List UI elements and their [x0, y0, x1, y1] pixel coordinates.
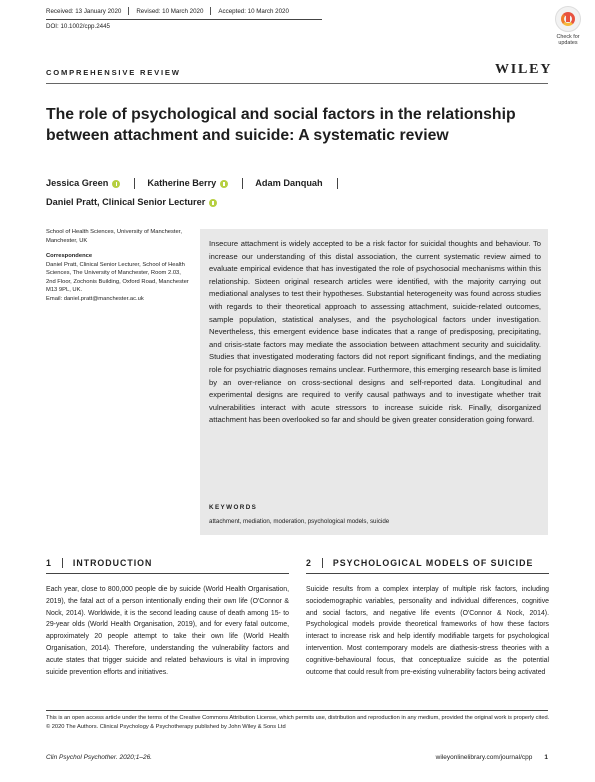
- section-rule: [46, 573, 289, 574]
- correspondence-address: Daniel Pratt, Clinical Senior Lecturer, School of Health Sciences, The University of Manchester, Room 2.03, 2nd Floor, Zochonis Building, Oxford Road, Manchester M13 9PL, UK.: [46, 261, 189, 293]
- section-heading: [306, 558, 533, 568]
- author-divider: [242, 178, 243, 189]
- institution: School of Health Sciences, University of Manchester, Manchester, UK: [46, 229, 182, 244]
- check-for-updates-badge[interactable]: [548, 6, 588, 50]
- section-divider: [322, 558, 323, 568]
- keywords-heading: KEYWORDS: [209, 504, 258, 511]
- page-footer: [46, 754, 548, 761]
- received-date: Received: 13 January 2020: [46, 7, 122, 15]
- footer-rule: [46, 710, 548, 711]
- author-name: Jessica Green: [46, 178, 109, 188]
- accepted-date: Accepted: 10 March 2020: [218, 7, 289, 15]
- crossmark-label: Check for updates: [556, 34, 580, 46]
- header-rule: [46, 19, 322, 20]
- section-divider: [62, 558, 63, 568]
- abstract-text: Insecure attachment is widely accepted to be a risk factor for suicidal thoughts and behaviour. To increase our understanding of this distal association, the current systematic review aimed to evaluate empirical evidence that has investigated the role of psychosocial mechanisms within this relationship. Sixteen original research articles were identified, with the majority carrying out mediational analyses to test their hypotheses. Substantial heterogeneity was found across studies with regards to their theoretical approach to assessing attachment, suicide-related outcomes, sample population, statistical analyses, and the psychological factors under investigation. Nevertheless, this emergent evidence base indicates that a range of predisposing, precipitating, and crisis-state factors may mediate the association between attachment security and suicidality. Studies that investigated moderating factors did not report significant findings, and the mediating role for psychiatric diagnoses remains unclear. Furthermore, this emerging research base is limited by an over-reliance on cross-sectional designs and self-reported data. Longitudinal and experimental designs are required to verify causal pathways and to investigate whether trait vulnerabilities interact with acute stressors to increase suicide risk. Finally, disorganized attachment has been overlooked so far and should be given greater consideration going forward.: [209, 239, 541, 425]
- journal-url[interactable]: wileyonlinelibrary.com/journal/cpp: [435, 754, 533, 761]
- date-divider: [210, 7, 211, 15]
- author-list: [46, 174, 556, 212]
- crossmark-icon: [555, 6, 581, 32]
- page-number: 1: [544, 754, 548, 761]
- section-title: INTRODUCTION: [72, 558, 153, 568]
- keywords-list: attachment, mediation, moderation, psychological models, suicide: [209, 518, 390, 525]
- doi[interactable]: DOI: 10.1002/cpp.2445: [46, 23, 110, 30]
- publisher-logo: WILEY: [495, 62, 553, 77]
- section-title: PSYCHOLOGICAL MODELS OF SUICIDE: [332, 558, 534, 568]
- section-body: Suicide results from a complex interplay of multiple risk factors, including sociodemographic variables, personality and individual differences, cognitive and social factors, and negative life events (O'Connor & Nock, 2014). Psychological models provide theoretical frameworks of how these factors interact to increase risk and help identify modifiable targets for psychological intervention. Most contemporary models are diathesis-stress theories with a cognitive-behavioural focus, that conceptualize suicide as the potential outcome that could result from pre-existing vulnerability factors being activated: [306, 586, 549, 676]
- orcid-icon[interactable]: [112, 180, 120, 188]
- correspondence-heading: Correspondence: [46, 253, 93, 259]
- revised-date: Revised: 10 March 2020: [136, 7, 204, 15]
- affiliation-block: [46, 228, 192, 303]
- license-note: This is an open access article under the terms of the Creative Commons Attribution License, which permits use, distribution and reproduction in any medium, provided the original work is properly cited.: [46, 715, 550, 721]
- orcid-icon[interactable]: [220, 180, 228, 188]
- author-divider: [337, 178, 338, 189]
- article-dates: [46, 7, 289, 15]
- author-divider: [134, 178, 135, 189]
- journal-citation: Clin Psychol Psychother. 2020;1–26.: [46, 754, 152, 761]
- article-title: The role of psychological and social factors in the relationship between attachment and suicide: A systematic review: [46, 106, 516, 144]
- article-type: COMPREHENSIVE REVIEW: [46, 68, 181, 77]
- author-name: Adam Danquah: [255, 178, 323, 188]
- top-rule: [46, 83, 548, 84]
- section-number: 1: [46, 558, 52, 568]
- author-name: Daniel Pratt, Clinical Senior Lecturer: [46, 197, 206, 207]
- author-name: Katherine Berry: [147, 178, 217, 188]
- copyright-note: © 2020 The Authors. Clinical Psychology & Psychotherapy published by John Wiley & Sons Ltd: [46, 723, 286, 730]
- section-body: Each year, close to 800,000 people die by suicide (World Health Organisation, 2019), the fatal act of a person intentionally ending their own life (O'Connor & Nock, 2014). Worldwide, it is the second leading cause of death among 15- to 29-year olds (World Health Organisation, 2019), and for every fatal outcome, approximately 20 people attempt to take their own life (World Health Organisation, 2014). Therefore, understanding the vulnerability factors and acute states that trigger suicide and related behaviours is vital in improving suicide prevention efforts and initiatives.: [46, 586, 289, 676]
- orcid-icon[interactable]: [209, 199, 217, 207]
- correspondence-email[interactable]: Email: daniel.pratt@manchester.ac.uk: [46, 295, 144, 302]
- section-number: 2: [306, 558, 312, 568]
- section-rule: [306, 573, 549, 574]
- section-heading: [46, 558, 152, 568]
- date-divider: [128, 7, 129, 15]
- footnote: [46, 714, 551, 731]
